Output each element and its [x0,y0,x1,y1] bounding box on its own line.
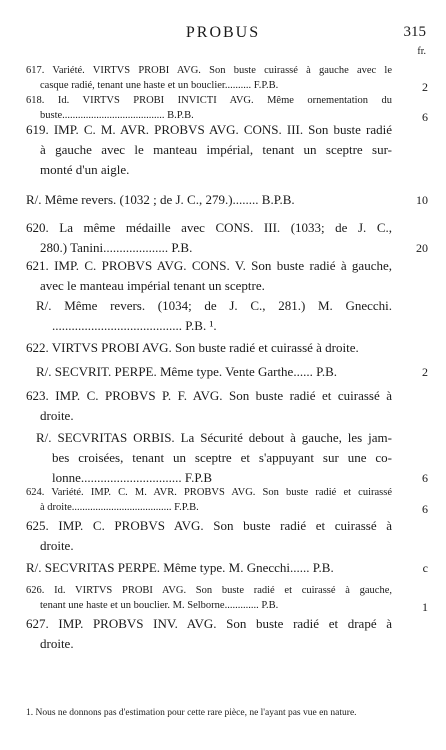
price-value: 6 [422,502,428,516]
price-value: 10 [416,193,428,207]
entry-line: 618. Id. VIRTVS PROBI INVICTI AVG. Même ornementation du [26,95,392,106]
entry-line: lonne............................... F.P.B [52,470,213,485]
entry-line: buste....................................... B.P.B. [40,110,194,121]
price-value: 2 [422,80,428,94]
entry-line: bes croisées, tenant un sceptre et s'appuyant sur une co- [52,450,392,465]
entry-line: 623. IMP. C. PROBVS P. F. AVG. Son buste radié et cuirassé à [26,388,392,403]
page-title: PROBUS [185,24,261,41]
price-column-heading: fr. [417,46,426,57]
entry-line: 626. Id. VIRTVS PROBI AVG. Son buste radié et cuirassé à gauche, [26,585,392,596]
price-value: 20 [416,241,428,255]
entry-line: droite. [40,538,74,553]
entry-line: R/. Même revers. (1034; de J. C., 281.) M. Gnecchi. [36,298,392,313]
footnote: 1. Nous ne donnons pas d'estimation pour cette rare pièce, ne l'ayant pas vue en nature. [26,708,357,718]
price-value: 6 [422,471,428,485]
entry-line: 280.) Tanini.................... P.B. [40,240,193,255]
page-number: 315 [403,24,426,40]
entry-line: R/. SECVRITAS PERPE. Même type. M. Gnecchi...... P.B. [26,560,334,575]
entry-line: 624. Variété. IMP. C. M. AVR. PROBVS AVG. Son buste radié et cuirassé [26,487,392,498]
entry-line: avec le manteau impérial tenant un sceptre. [40,278,265,293]
entry-line: 621. IMP. C. PROBVS AVG. CONS. V. Son buste radié à gauche, [26,258,392,273]
entry-line: 619. IMP. C. M. AVR. PROBVS AVG. CONS. III. Son buste radié [26,122,392,137]
entry-line: R/. SECVRIT. PERPE. Même type. Vente Garthe...... P.B. [36,364,338,379]
entry-line: R/. Même revers. (1032 ; de J. C., 279.)........ B.P.B. [26,192,295,207]
entry-line: monté d'un aigle. [40,162,130,177]
entry-line: droite. [40,636,74,651]
entry-line: R/. SECVRITAS ORBIS. La Sécurité debout à gauche, les jam- [36,430,392,445]
entry-line: droite. [40,408,74,423]
entry-line: à droite...................................... F.P.B. [40,502,199,513]
entry-line: tenant une haste et un bouclier. M. Selborne............. P.B. [40,600,279,611]
price-value: 6 [422,110,428,124]
entry-line: 625. IMP. C. PROBVS AVG. Son buste radié et cuirassé à [26,518,392,533]
price-value: 2 [422,365,428,379]
entry-line: 617. Variété. VIRTVS PROBI AVG. Son buste cuirassé à gauche avec le [26,65,392,76]
entry-line: casque radié, tenant une haste et un bouclier.......... F.P.B. [40,80,279,91]
entry-line: 627. IMP. PROBVS INV. AVG. Son buste radié et drapé à [26,616,392,631]
entry-line: 622. VIRTVS PROBI AVG. Son buste radié et cuirassé à droite. [26,340,359,355]
price-value: 1 [422,600,428,614]
entry-line: à gauche avec le manteau impérial, tenant un sceptre sur- [40,142,392,157]
entry-line: ........................................ P.B. ¹. [52,318,217,333]
running-header [0,24,446,46]
price-value: c [422,561,428,575]
entry-line: 620. La même médaille avec CONS. III. (1033; de J. C., [26,220,392,235]
